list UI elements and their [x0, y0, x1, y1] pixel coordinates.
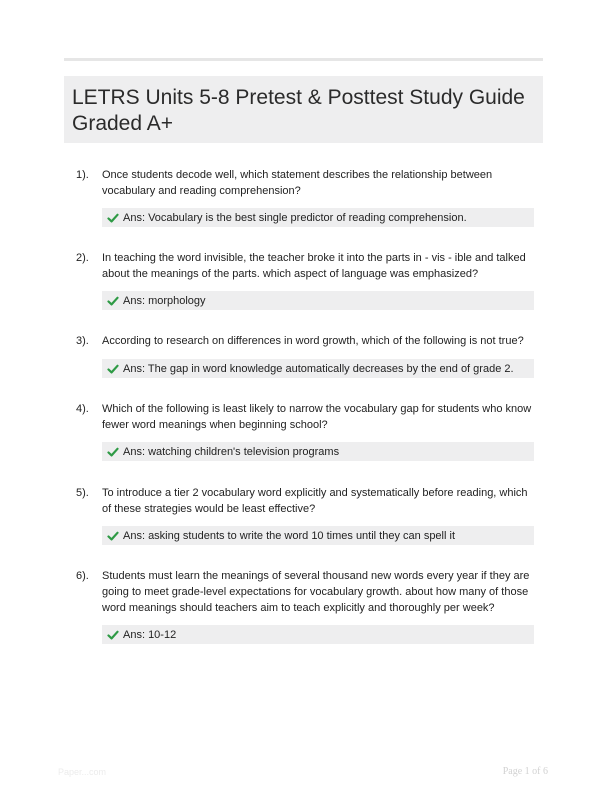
check-icon [107, 295, 119, 307]
answer-box [102, 526, 534, 545]
answer-text: Ans: watching children's television programs [123, 445, 340, 458]
question-number: 5). [76, 487, 89, 499]
answer-text: Ans: Vocabulary is the best single predictor of reading comprehension. [123, 211, 467, 224]
footer-watermark: Paper...com [58, 767, 107, 777]
question-number: 1). [76, 169, 89, 181]
answer-text: Ans: The gap in word knowledge automatically decreases by the end of grade 2. [123, 362, 514, 375]
answer-text: Ans: morphology [123, 294, 206, 307]
answer-box [102, 442, 534, 461]
page-title: LETRS Units 5-8 Pretest & Posttest Study Guide Graded A+ [72, 86, 525, 135]
question-text: Once students decode well, which statement describes the relationship between vocabulary and reading comprehension? [102, 169, 493, 197]
check-icon [107, 212, 119, 224]
answer-text: Ans: asking students to write the word 10 times until they can spell it [123, 529, 455, 542]
top-divider [64, 58, 543, 61]
question-text: To introduce a tier 2 vocabulary word explicitly and systematically before reading, which of these strategies would be least effective? [102, 487, 528, 515]
question-text: Which of the following is least likely to narrow the vocabulary gap for students who know fewer word meanings when beginning school? [102, 403, 532, 431]
question-number: 2). [76, 252, 89, 264]
answer-box [102, 359, 534, 378]
check-icon [107, 629, 119, 641]
question-text: According to research on differences in word growth, which of the following is not true? [102, 335, 524, 347]
check-icon [107, 363, 119, 375]
answer-text: Ans: 10-12 [123, 628, 177, 641]
question-text: Students must learn the meanings of several thousand new words every year if they are going to meet grade-level expectations for vocabulary growth. about how many of those word meanings should teachers aim to teach explicitly and thoroughly per week? [102, 570, 530, 614]
title-banner [64, 76, 543, 143]
answer-box [102, 208, 534, 227]
check-icon [107, 530, 119, 542]
question-number: 4). [76, 403, 89, 415]
answer-box [102, 625, 534, 644]
check-icon [107, 446, 119, 458]
answer-box [102, 291, 534, 310]
question-number: 3). [76, 335, 89, 347]
question-number: 6). [76, 570, 89, 582]
question-text: In teaching the word invisible, the teacher broke it into the parts in - vis - ible and talked about the meanings of the parts. which aspect of language was emphasized? [102, 252, 526, 280]
page-indicator: Page 1 of 6 [502, 766, 548, 777]
